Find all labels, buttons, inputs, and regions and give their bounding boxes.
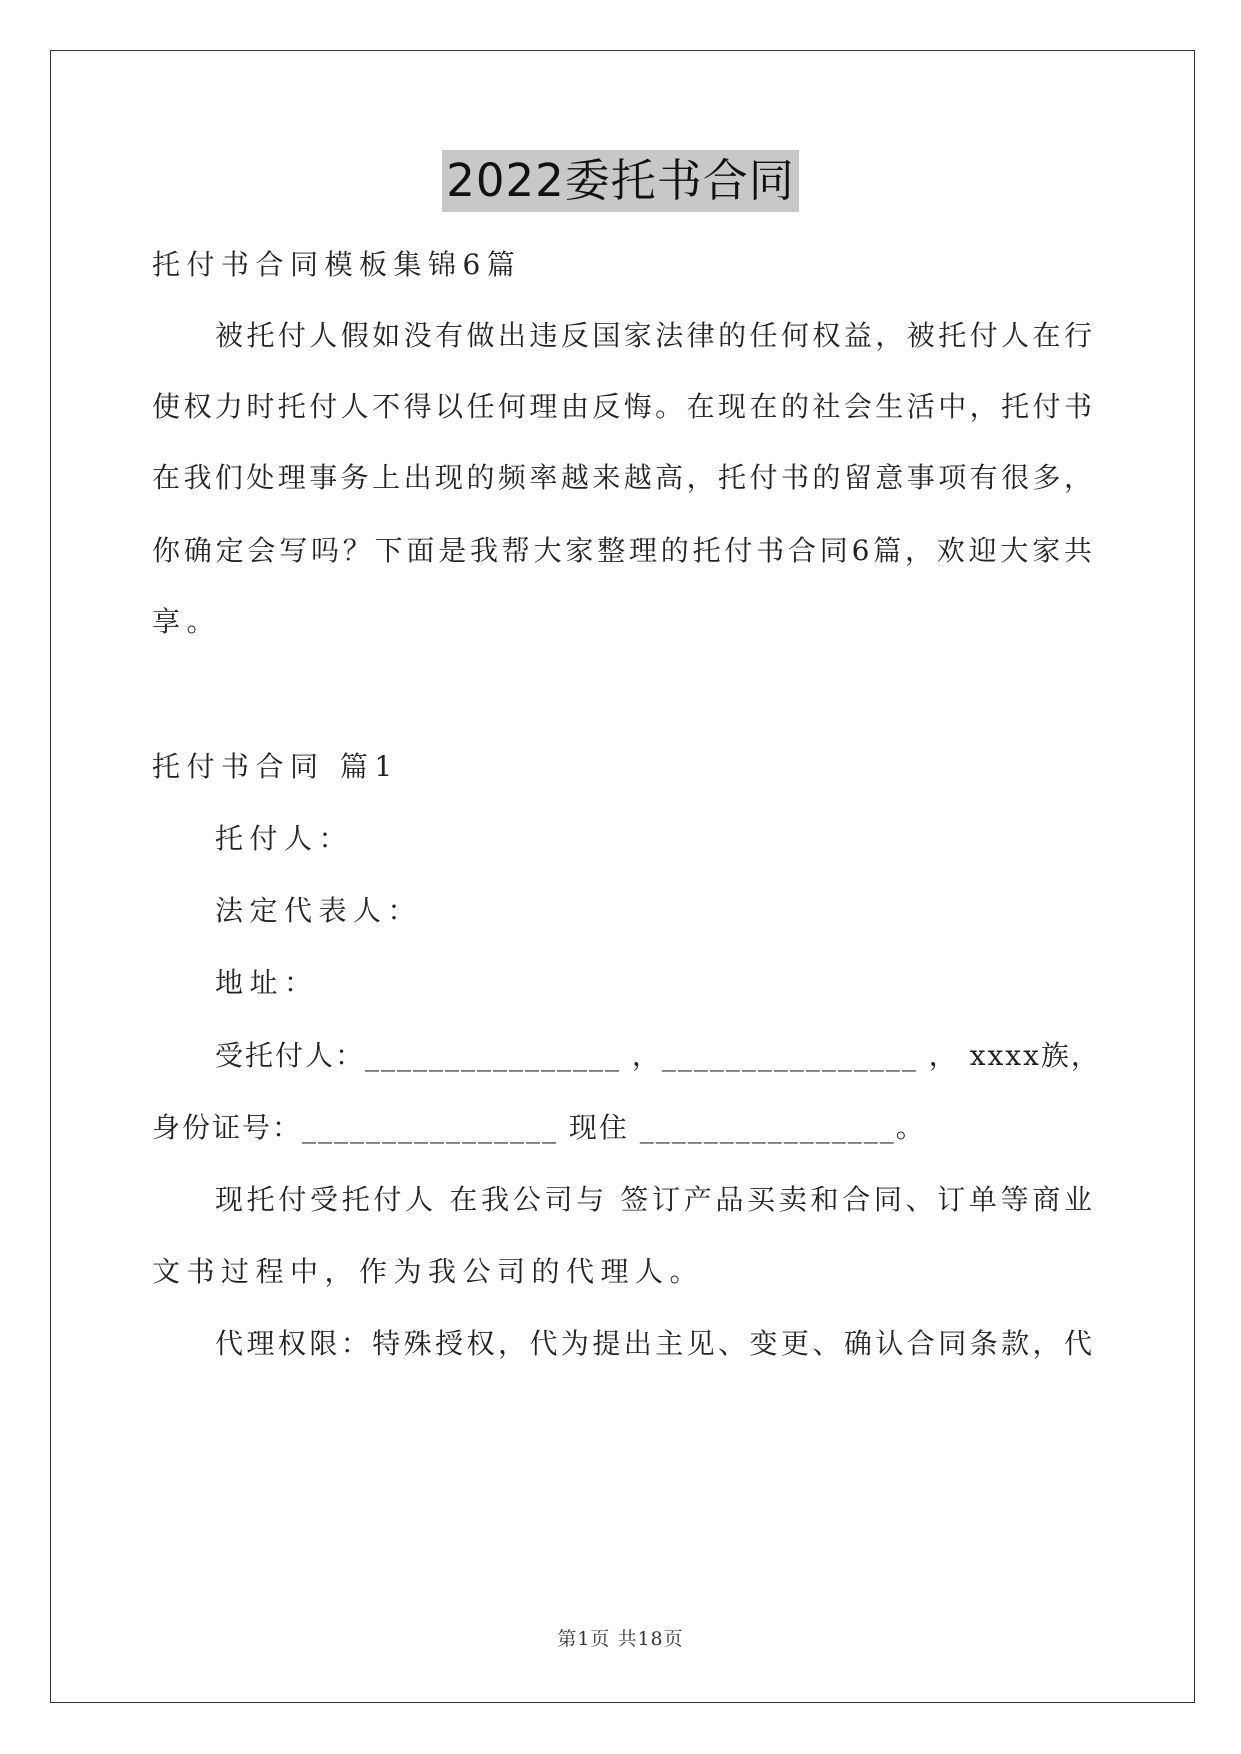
title-container <box>0 150 1241 212</box>
body-line-3: 代理权限：特殊授权，代为提出主见、变更、确认合同条款，代 <box>215 1327 1092 1360</box>
field-id: 身份证号：________________ 现住 ________________。 <box>152 1111 926 1144</box>
intro-line-2: 使权力时托付人不得以任何理由反悔。在现在的社会生活中，托付书 <box>152 390 1092 423</box>
field-principal: 托付人： <box>215 822 354 855</box>
body-line-2: 文书过程中，作为我公司的代理人。 <box>152 1255 705 1288</box>
intro-line-5: 享。 <box>152 605 222 638</box>
field-address: 地址： <box>215 966 319 999</box>
document-title: 2022委托书合同 <box>442 150 799 212</box>
intro-line-4: 你确定会写吗？下面是我帮大家整理的托付书合同6篇，欢迎大家共 <box>152 534 1092 567</box>
body-line-1: 现托付受托付人 在我公司与 签订产品买卖和合同、订单等商业 <box>215 1183 1092 1216</box>
field-legal-rep: 法定代表人： <box>215 894 423 927</box>
field-agent: 受托付人：________________ ，________________ ， xxxx族， <box>215 1039 1101 1072</box>
page-footer: 第1页 共18页 <box>557 1628 684 1650</box>
section-heading: 托付书合同 篇1 <box>152 750 399 783</box>
intro-line-1: 被托付人假如没有做出违反国家法律的任何权益，被托付人在行 <box>215 319 1092 352</box>
subtitle: 托付书合同模板集锦6篇 <box>152 248 522 281</box>
intro-line-3: 在我们处理事务上出现的频率越来越高，托付书的留意事项有很多， <box>152 461 1092 494</box>
page-border <box>50 50 1195 1703</box>
